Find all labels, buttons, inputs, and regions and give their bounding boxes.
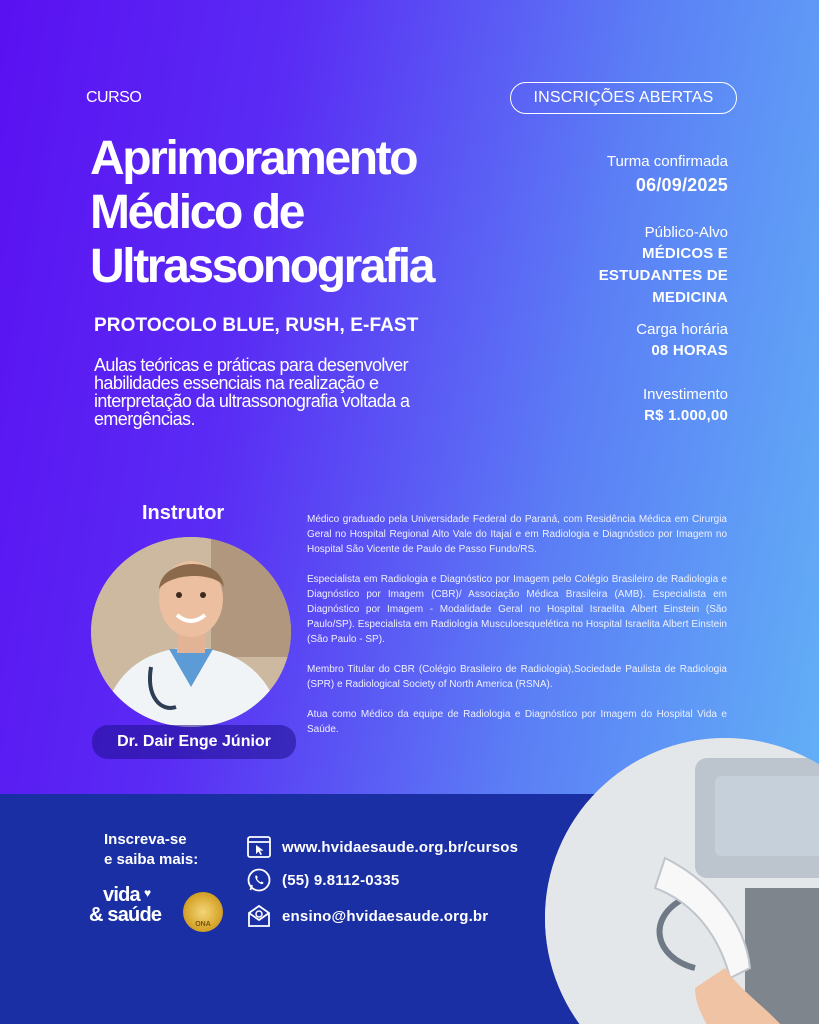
title-line: Ultrassonografia xyxy=(90,240,434,293)
bio-paragraph: Especialista em Radiologia e Diagnóstico por Imagem pelo Colégio Brasileiro de Radiologia e Diagnóstico por Imagem (CBR)/ Associação Médica Brasileira (AMB). Especialista em Diagnóstico por Imagem - Modalidade Geral no Hospital Israelita Albert Einstein (São Paulo/SP). Especialista em Radiologia Musculoesquelética no Hospital Israelita Albert Einstein (São Paulo - SP). xyxy=(307,574,727,645)
title-line: Aprimoramento xyxy=(90,132,417,185)
audience-value: MEDICINA xyxy=(652,289,728,306)
price-value: R$ 1.000,00 xyxy=(644,407,728,424)
logo-line: & saúde xyxy=(89,904,162,926)
course-description: Aulas teóricas e práticas para desenvolver habilidades essenciais na realização e interpretação da ultrassonografia voltada a emergências. xyxy=(94,355,410,429)
audience-block xyxy=(599,223,728,309)
audience-value: MÉDICOS E xyxy=(642,245,728,262)
phone-link[interactable] xyxy=(246,867,399,893)
email-text: ensino@hvidaesaude.org.br xyxy=(282,907,489,925)
bio-paragraph: Membro Titular do CBR (Colégio Brasileiro de Radiologia),Sociedade Paulista de Radiologia (SPR) e Radiological Society of North America (RSNA). xyxy=(307,664,727,690)
audience-value: ESTUDANTES DE xyxy=(598,267,728,284)
website-text: www.hvidaesaude.org.br/cursos xyxy=(282,838,519,856)
email-envelope-icon xyxy=(246,903,272,929)
title-line: Médico de xyxy=(90,186,304,239)
signup-cta-line: Inscreva-se xyxy=(104,831,187,848)
heart-icon: ♥ xyxy=(144,886,152,900)
class-date-value: 06/09/2025 xyxy=(635,175,728,195)
hours-label: Carga horária xyxy=(636,321,728,338)
logo-line: vida xyxy=(103,884,140,906)
course-label: CURSO xyxy=(86,89,142,106)
class-date-block xyxy=(607,152,728,198)
price-label: Investimento xyxy=(642,386,728,403)
audience-label: Público-Alvo xyxy=(644,224,728,241)
ona-seal-icon xyxy=(183,892,223,932)
phone-text: (55) 9.8112-0335 xyxy=(282,871,400,889)
ultrasound-probe-icon xyxy=(545,738,819,1024)
email-link[interactable] xyxy=(246,903,488,929)
registrations-open-badge: INSCRIÇÕES ABERTAS xyxy=(510,82,737,114)
doctor-portrait-icon xyxy=(91,537,291,727)
website-link[interactable] xyxy=(246,834,518,860)
hours-block xyxy=(636,320,728,362)
instructor-name: Dr. Dair Enge Júnior xyxy=(92,725,296,759)
signup-cta-line: e saiba mais: xyxy=(104,851,199,868)
course-title xyxy=(90,132,510,294)
hours-value: 08 HORAS xyxy=(651,342,728,359)
instructor-heading: Instrutor xyxy=(142,502,225,524)
bio-paragraph: Médico graduado pela Universidade Federal do Paraná, com Residência Médica em Cirurgia Geral no Hospital Regional Alto Vale do Itajaí e em Radiologia e Diagnóstico por Imagem no Hospital São Vicente de Paulo de Passo Fundo/RS. xyxy=(307,514,727,555)
protocol-subtitle: PROTOCOLO BLUE, RUSH, E-FAST xyxy=(94,315,419,336)
price-block xyxy=(643,385,728,427)
class-date-label: Turma confirmada xyxy=(606,153,728,170)
bio-paragraph: Atua como Médico da equipe de Radiologia e Diagnóstico por Imagem do Hospital Vida e Saúde. xyxy=(307,709,727,735)
whatsapp-icon xyxy=(246,867,272,893)
seal-text: ONA xyxy=(195,921,211,928)
instructor-bio xyxy=(307,512,727,752)
ultrasound-photo xyxy=(545,738,819,1024)
instructor-photo xyxy=(91,537,291,727)
browser-cursor-icon xyxy=(246,834,272,860)
signup-cta xyxy=(104,830,198,870)
